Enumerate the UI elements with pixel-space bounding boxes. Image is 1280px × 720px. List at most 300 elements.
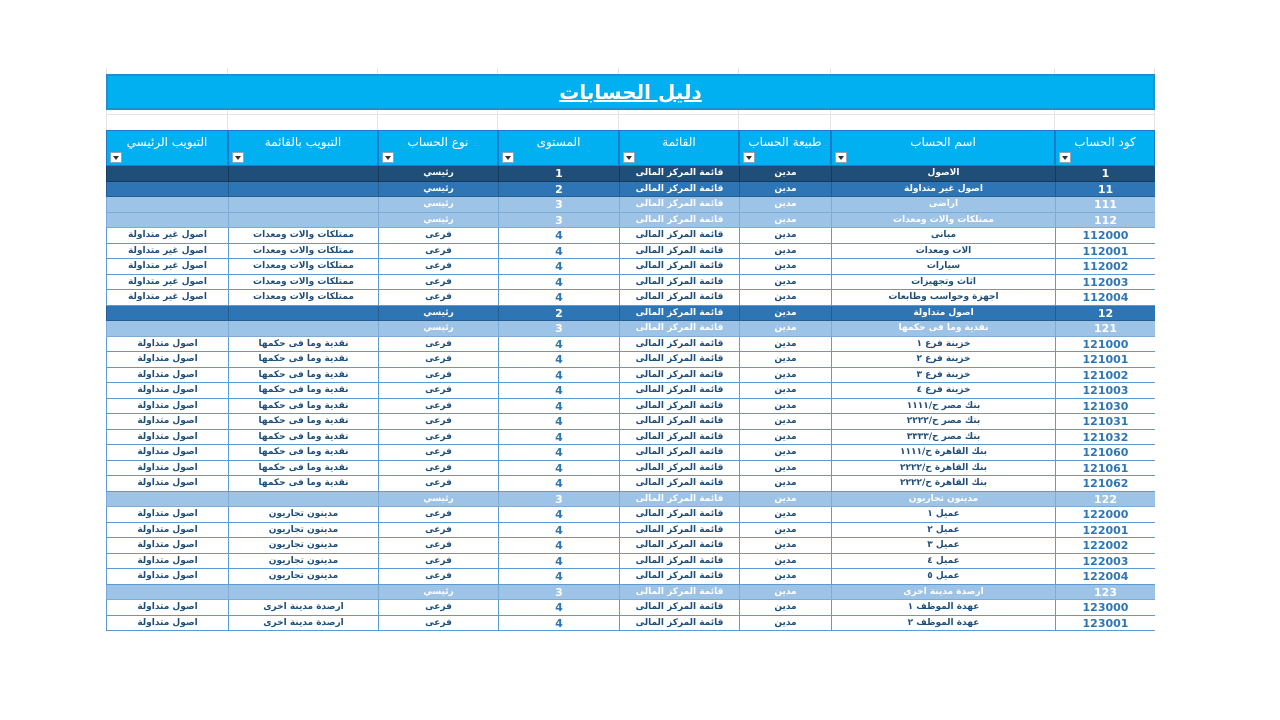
- cell-statement[interactable]: قائمة المركز المالى: [619, 383, 739, 399]
- cell-account-name[interactable]: اثاث وتجهيزات: [831, 275, 1055, 291]
- cell-level[interactable]: 4: [498, 244, 619, 260]
- cell-statement-classification[interactable]: [228, 182, 378, 198]
- cell-statement-classification[interactable]: [228, 213, 378, 229]
- table-row[interactable]: [106, 321, 1155, 337]
- table-row[interactable]: [106, 352, 1155, 368]
- cell-account-type[interactable]: فرعى: [378, 461, 498, 477]
- sheet-title: دليل الحسابات: [559, 80, 702, 104]
- cell-account-name[interactable]: بنك مصر ح/١١١١: [831, 399, 1055, 415]
- cell-statement[interactable]: قائمة المركز المالى: [619, 476, 739, 492]
- cell-account-type[interactable]: رئيسي: [378, 306, 498, 322]
- filter-dropdown-icon[interactable]: [1059, 152, 1071, 163]
- cell-main-classification[interactable]: [106, 166, 228, 182]
- cell-statement[interactable]: قائمة المركز المالى: [619, 430, 739, 446]
- cell-account-code[interactable]: 122003: [1055, 554, 1155, 570]
- table-row[interactable]: [106, 275, 1155, 291]
- cell-account-nature[interactable]: مدين: [739, 616, 831, 632]
- cell-account-nature[interactable]: مدين: [739, 476, 831, 492]
- cell-level[interactable]: 2: [498, 306, 619, 322]
- cell-statement[interactable]: قائمة المركز المالى: [619, 600, 739, 616]
- table-row[interactable]: [106, 523, 1155, 539]
- cell-main-classification[interactable]: اصول متداولة: [106, 352, 228, 368]
- table-row[interactable]: [106, 213, 1155, 229]
- cell-statement-classification[interactable]: مدينون تجاريون: [228, 569, 378, 585]
- cell-account-code[interactable]: 121030: [1055, 399, 1155, 415]
- cell-main-classification[interactable]: [106, 492, 228, 508]
- cell-account-nature[interactable]: مدين: [739, 523, 831, 539]
- cell-statement[interactable]: قائمة المركز المالى: [619, 461, 739, 477]
- cell-account-name[interactable]: بنك القاهرة ح/١١١١: [831, 445, 1055, 461]
- cell-account-type[interactable]: رئيسي: [378, 321, 498, 337]
- header-level[interactable]: [498, 130, 619, 166]
- cell-account-name[interactable]: الاصول: [831, 166, 1055, 182]
- cell-statement-classification[interactable]: نقدية وما فى حكمها: [228, 337, 378, 353]
- cell-statement-classification[interactable]: نقدية وما فى حكمها: [228, 399, 378, 415]
- cell-main-classification[interactable]: اصول غير متداولة: [106, 290, 228, 306]
- cell-level[interactable]: 4: [498, 430, 619, 446]
- cell-main-classification[interactable]: [106, 306, 228, 322]
- cell-level[interactable]: 1: [498, 166, 619, 182]
- cell-account-name[interactable]: ارصدة مدينة اخرى: [831, 585, 1055, 601]
- filter-dropdown-icon[interactable]: [835, 152, 847, 163]
- cell-statement[interactable]: قائمة المركز المالى: [619, 616, 739, 632]
- table-row[interactable]: [106, 383, 1155, 399]
- cell-account-code[interactable]: 112000: [1055, 228, 1155, 244]
- cell-account-code[interactable]: 112002: [1055, 259, 1155, 275]
- cell-statement-classification[interactable]: [228, 585, 378, 601]
- cell-account-nature[interactable]: مدين: [739, 461, 831, 477]
- cell-account-nature[interactable]: مدين: [739, 600, 831, 616]
- cell-account-nature[interactable]: مدين: [739, 368, 831, 384]
- cell-statement-classification[interactable]: مدينون تجاريون: [228, 554, 378, 570]
- filter-dropdown-icon[interactable]: [623, 152, 635, 163]
- cell-account-name[interactable]: بنك مصر ح/٣٣٣٣: [831, 430, 1055, 446]
- cell-main-classification[interactable]: [106, 585, 228, 601]
- cell-account-nature[interactable]: مدين: [739, 445, 831, 461]
- cell-level[interactable]: 4: [498, 383, 619, 399]
- cell-account-nature[interactable]: مدين: [739, 228, 831, 244]
- table-row[interactable]: [106, 166, 1155, 182]
- cell-statement-classification[interactable]: نقدية وما فى حكمها: [228, 352, 378, 368]
- cell-statement-classification[interactable]: نقدية وما فى حكمها: [228, 383, 378, 399]
- cell-account-code[interactable]: 122000: [1055, 507, 1155, 523]
- cell-statement-classification[interactable]: ممتلكات والات ومعدات: [228, 244, 378, 260]
- filter-dropdown-icon[interactable]: [502, 152, 514, 163]
- cell-statement[interactable]: قائمة المركز المالى: [619, 554, 739, 570]
- cell-level[interactable]: 3: [498, 492, 619, 508]
- table-row[interactable]: [106, 259, 1155, 275]
- cell-main-classification[interactable]: اصول غير متداولة: [106, 275, 228, 291]
- cell-account-name[interactable]: بنك القاهرة ح/٢٢٢٢: [831, 461, 1055, 477]
- cell-level[interactable]: 4: [498, 290, 619, 306]
- cell-main-classification[interactable]: [106, 197, 228, 213]
- cell-account-name[interactable]: ممتلكات والات ومعدات: [831, 213, 1055, 229]
- cell-main-classification[interactable]: اصول متداولة: [106, 445, 228, 461]
- cell-statement-classification[interactable]: [228, 166, 378, 182]
- table-row[interactable]: [106, 337, 1155, 353]
- cell-account-name[interactable]: اصول متداولة: [831, 306, 1055, 322]
- table-row[interactable]: [106, 492, 1155, 508]
- cell-account-type[interactable]: فرعى: [378, 445, 498, 461]
- header-statement[interactable]: [619, 130, 739, 166]
- cell-account-code[interactable]: 112003: [1055, 275, 1155, 291]
- cell-account-name[interactable]: سيارات: [831, 259, 1055, 275]
- header-account-code[interactable]: [1055, 130, 1155, 166]
- table-row[interactable]: [106, 507, 1155, 523]
- cell-main-classification[interactable]: اصول متداولة: [106, 461, 228, 477]
- cell-level[interactable]: 4: [498, 259, 619, 275]
- header-label: اسم الحساب: [910, 135, 976, 149]
- header-label: كود الحساب: [1074, 135, 1136, 149]
- cell-statement-classification[interactable]: [228, 321, 378, 337]
- cell-level[interactable]: 2: [498, 182, 619, 198]
- header-label: التبويب بالقائمة: [264, 135, 342, 149]
- cell-account-type[interactable]: فرعى: [378, 523, 498, 539]
- cell-account-type[interactable]: فرعى: [378, 352, 498, 368]
- cell-account-nature[interactable]: مدين: [739, 538, 831, 554]
- cell-statement[interactable]: قائمة المركز المالى: [619, 523, 739, 539]
- cell-account-nature[interactable]: مدين: [739, 569, 831, 585]
- header-label: طبيعة الحساب: [748, 135, 822, 149]
- cell-account-type[interactable]: فرعى: [378, 383, 498, 399]
- cell-account-nature[interactable]: مدين: [739, 321, 831, 337]
- header-account-type[interactable]: [378, 130, 498, 166]
- cell-statement-classification[interactable]: [228, 197, 378, 213]
- cell-level[interactable]: 4: [498, 399, 619, 415]
- cell-level[interactable]: 4: [498, 368, 619, 384]
- cell-account-nature[interactable]: مدين: [739, 197, 831, 213]
- cell-account-name[interactable]: خزينة فرع ١: [831, 337, 1055, 353]
- cell-account-code[interactable]: 112001: [1055, 244, 1155, 260]
- cell-statement-classification[interactable]: [228, 492, 378, 508]
- cell-account-type[interactable]: رئيسي: [378, 492, 498, 508]
- cell-account-type[interactable]: فرعى: [378, 569, 498, 585]
- cell-account-nature[interactable]: مدين: [739, 399, 831, 415]
- cell-main-classification[interactable]: [106, 321, 228, 337]
- accounts-table-body: [106, 166, 1155, 631]
- cell-main-classification[interactable]: اصول متداولة: [106, 430, 228, 446]
- cell-account-nature[interactable]: مدين: [739, 290, 831, 306]
- cell-statement-classification[interactable]: ممتلكات والات ومعدات: [228, 275, 378, 291]
- cell-account-type[interactable]: فرعى: [378, 616, 498, 632]
- cell-statement[interactable]: قائمة المركز المالى: [619, 414, 739, 430]
- cell-statement-classification[interactable]: ارصدة مدينة اخرى: [228, 600, 378, 616]
- cell-account-code[interactable]: 112: [1055, 213, 1155, 229]
- cell-main-classification[interactable]: اصول متداولة: [106, 600, 228, 616]
- table-row[interactable]: [106, 430, 1155, 446]
- cell-main-classification[interactable]: [106, 213, 228, 229]
- cell-account-nature[interactable]: مدين: [739, 414, 831, 430]
- cell-account-name[interactable]: عميل ١: [831, 507, 1055, 523]
- cell-account-nature[interactable]: مدين: [739, 337, 831, 353]
- cell-statement[interactable]: قائمة المركز المالى: [619, 228, 739, 244]
- cell-account-nature[interactable]: مدين: [739, 166, 831, 182]
- cell-account-nature[interactable]: مدين: [739, 259, 831, 275]
- header-label: نوع الحساب: [407, 135, 469, 149]
- cell-level[interactable]: 4: [498, 352, 619, 368]
- cell-main-classification[interactable]: اصول متداولة: [106, 569, 228, 585]
- cell-account-nature[interactable]: مدين: [739, 507, 831, 523]
- cell-account-type[interactable]: فرعى: [378, 368, 498, 384]
- cell-account-type[interactable]: فرعى: [378, 290, 498, 306]
- cell-level[interactable]: 4: [498, 616, 619, 632]
- cell-account-nature[interactable]: مدين: [739, 430, 831, 446]
- cell-statement[interactable]: قائمة المركز المالى: [619, 538, 739, 554]
- table-row[interactable]: [106, 600, 1155, 616]
- cell-statement-classification[interactable]: مدينون تجاريون: [228, 538, 378, 554]
- cell-main-classification[interactable]: اصول متداولة: [106, 399, 228, 415]
- cell-account-type[interactable]: رئيسي: [378, 182, 498, 198]
- table-row[interactable]: [106, 569, 1155, 585]
- cell-statement[interactable]: قائمة المركز المالى: [619, 585, 739, 601]
- cell-account-type[interactable]: فرعى: [378, 259, 498, 275]
- cell-main-classification[interactable]: اصول متداولة: [106, 538, 228, 554]
- cell-main-classification[interactable]: اصول متداولة: [106, 476, 228, 492]
- cell-level[interactable]: 4: [498, 538, 619, 554]
- cell-account-type[interactable]: فرعى: [378, 228, 498, 244]
- cell-statement-classification[interactable]: نقدية وما فى حكمها: [228, 368, 378, 384]
- cell-account-code[interactable]: 122001: [1055, 523, 1155, 539]
- cell-statement-classification[interactable]: ارصدة مدينة اخرى: [228, 616, 378, 632]
- cell-statement[interactable]: قائمة المركز المالى: [619, 275, 739, 291]
- cell-level[interactable]: 4: [498, 600, 619, 616]
- cell-account-code[interactable]: 112004: [1055, 290, 1155, 306]
- filter-dropdown-icon[interactable]: [232, 152, 244, 163]
- cell-statement-classification[interactable]: نقدية وما فى حكمها: [228, 461, 378, 477]
- cell-account-code[interactable]: 122002: [1055, 538, 1155, 554]
- cell-statement[interactable]: قائمة المركز المالى: [619, 445, 739, 461]
- cell-account-name[interactable]: عميل ٥: [831, 569, 1055, 585]
- cell-account-name[interactable]: خزينة فرع ٣: [831, 368, 1055, 384]
- cell-account-name[interactable]: خزينة فرع ٤: [831, 383, 1055, 399]
- cell-level[interactable]: 3: [498, 585, 619, 601]
- cell-account-nature[interactable]: مدين: [739, 383, 831, 399]
- cell-account-code[interactable]: 111: [1055, 197, 1155, 213]
- spreadsheet-area[interactable]: [106, 68, 1155, 630]
- cell-level[interactable]: 4: [498, 554, 619, 570]
- cell-account-code[interactable]: 121000: [1055, 337, 1155, 353]
- table-row[interactable]: [106, 616, 1155, 632]
- cell-account-type[interactable]: فرعى: [378, 507, 498, 523]
- grid-line: [106, 114, 1155, 115]
- cell-account-name[interactable]: عهدة الموظف ١: [831, 600, 1055, 616]
- cell-account-name[interactable]: مبانى: [831, 228, 1055, 244]
- cell-account-nature[interactable]: مدين: [739, 352, 831, 368]
- filter-dropdown-icon[interactable]: [382, 152, 394, 163]
- cell-account-name[interactable]: عهدة الموظف ٢: [831, 616, 1055, 632]
- cell-account-code[interactable]: 121060: [1055, 445, 1155, 461]
- cell-account-name[interactable]: بنك مصر ح/٢٢٢٢: [831, 414, 1055, 430]
- table-row[interactable]: [106, 306, 1155, 322]
- cell-level[interactable]: 4: [498, 569, 619, 585]
- header-label: المستوى: [536, 135, 581, 149]
- header-statement-classification[interactable]: [228, 130, 378, 166]
- cell-main-classification[interactable]: اصول متداولة: [106, 523, 228, 539]
- cell-account-nature[interactable]: مدين: [739, 244, 831, 260]
- cell-account-name[interactable]: بنك القاهرة ح/٢٢٢٢: [831, 476, 1055, 492]
- cell-account-name[interactable]: اجهزة وحواسب وطابعات: [831, 290, 1055, 306]
- table-row[interactable]: [106, 554, 1155, 570]
- cell-level[interactable]: 3: [498, 197, 619, 213]
- cell-level[interactable]: 4: [498, 461, 619, 477]
- cell-level[interactable]: 4: [498, 337, 619, 353]
- table-row[interactable]: [106, 414, 1155, 430]
- table-row[interactable]: [106, 538, 1155, 554]
- cell-main-classification[interactable]: اصول غير متداولة: [106, 244, 228, 260]
- cell-statement[interactable]: قائمة المركز المالى: [619, 244, 739, 260]
- cell-account-name[interactable]: اراضى: [831, 197, 1055, 213]
- cell-statement-classification[interactable]: ممتلكات والات ومعدات: [228, 290, 378, 306]
- cell-account-code[interactable]: 123000: [1055, 600, 1155, 616]
- cell-main-classification[interactable]: [106, 182, 228, 198]
- table-row[interactable]: [106, 197, 1155, 213]
- table-row[interactable]: [106, 228, 1155, 244]
- cell-account-code[interactable]: 121003: [1055, 383, 1155, 399]
- cell-account-name[interactable]: اصول غير متداولة: [831, 182, 1055, 198]
- header-label: القائمة: [662, 135, 696, 149]
- filter-dropdown-icon[interactable]: [110, 152, 122, 163]
- cell-account-type[interactable]: فرعى: [378, 554, 498, 570]
- cell-account-code[interactable]: 121061: [1055, 461, 1155, 477]
- cell-account-name[interactable]: نقدية وما فى حكمها: [831, 321, 1055, 337]
- cell-statement[interactable]: قائمة المركز المالى: [619, 213, 739, 229]
- cell-account-name[interactable]: عميل ٤: [831, 554, 1055, 570]
- cell-main-classification[interactable]: اصول متداولة: [106, 337, 228, 353]
- cell-main-classification[interactable]: اصول متداولة: [106, 616, 228, 632]
- header-label: التبويب الرئيسي: [126, 135, 208, 149]
- cell-account-name[interactable]: خزينة فرع ٢: [831, 352, 1055, 368]
- table-row[interactable]: [106, 585, 1155, 601]
- cell-account-type[interactable]: رئيسي: [378, 166, 498, 182]
- cell-account-nature[interactable]: مدين: [739, 306, 831, 322]
- cell-account-type[interactable]: فرعى: [378, 275, 498, 291]
- cell-account-nature[interactable]: مدين: [739, 182, 831, 198]
- cell-account-code[interactable]: 121032: [1055, 430, 1155, 446]
- cell-account-name[interactable]: الات ومعدات: [831, 244, 1055, 260]
- cell-account-name[interactable]: مدينون تجاريون: [831, 492, 1055, 508]
- cell-account-code[interactable]: 122004: [1055, 569, 1155, 585]
- table-row[interactable]: [106, 368, 1155, 384]
- cell-main-classification[interactable]: اصول متداولة: [106, 368, 228, 384]
- table-row[interactable]: [106, 290, 1155, 306]
- cell-account-name[interactable]: عميل ٢: [831, 523, 1055, 539]
- cell-account-code[interactable]: 123: [1055, 585, 1155, 601]
- cell-statement[interactable]: قائمة المركز المالى: [619, 166, 739, 182]
- cell-account-nature[interactable]: مدين: [739, 213, 831, 229]
- header-account-nature[interactable]: [739, 130, 831, 166]
- cell-main-classification[interactable]: اصول غير متداولة: [106, 228, 228, 244]
- cell-statement[interactable]: قائمة المركز المالى: [619, 337, 739, 353]
- cell-statement-classification[interactable]: نقدية وما فى حكمها: [228, 430, 378, 446]
- cell-statement[interactable]: قائمة المركز المالى: [619, 306, 739, 322]
- cell-statement[interactable]: قائمة المركز المالى: [619, 182, 739, 198]
- cell-account-type[interactable]: رئيسي: [378, 213, 498, 229]
- cell-account-type[interactable]: رئيسي: [378, 585, 498, 601]
- cell-level[interactable]: 3: [498, 213, 619, 229]
- table-row[interactable]: [106, 182, 1155, 198]
- table-row[interactable]: [106, 445, 1155, 461]
- cell-account-code[interactable]: 1: [1055, 166, 1155, 182]
- cell-main-classification[interactable]: اصول متداولة: [106, 383, 228, 399]
- cell-statement-classification[interactable]: نقدية وما فى حكمها: [228, 445, 378, 461]
- cell-account-code[interactable]: 121002: [1055, 368, 1155, 384]
- cell-level[interactable]: 4: [498, 414, 619, 430]
- cell-statement-classification[interactable]: مدينون تجاريون: [228, 523, 378, 539]
- cell-statement-classification[interactable]: مدينون تجاريون: [228, 507, 378, 523]
- cell-main-classification[interactable]: اصول غير متداولة: [106, 259, 228, 275]
- cell-statement-classification[interactable]: نقدية وما فى حكمها: [228, 414, 378, 430]
- cell-account-code[interactable]: 11: [1055, 182, 1155, 198]
- cell-account-nature[interactable]: مدين: [739, 585, 831, 601]
- header-account-name[interactable]: [831, 130, 1055, 166]
- table-row[interactable]: [106, 399, 1155, 415]
- table-row[interactable]: [106, 461, 1155, 477]
- cell-statement[interactable]: قائمة المركز المالى: [619, 321, 739, 337]
- cell-main-classification[interactable]: اصول متداولة: [106, 554, 228, 570]
- cell-account-name[interactable]: عميل ٣: [831, 538, 1055, 554]
- cell-statement-classification[interactable]: نقدية وما فى حكمها: [228, 476, 378, 492]
- cell-statement-classification[interactable]: ممتلكات والات ومعدات: [228, 259, 378, 275]
- cell-account-code[interactable]: 121062: [1055, 476, 1155, 492]
- cell-account-code[interactable]: 121031: [1055, 414, 1155, 430]
- cell-account-type[interactable]: فرعى: [378, 600, 498, 616]
- cell-account-nature[interactable]: مدين: [739, 275, 831, 291]
- cell-statement-classification[interactable]: ممتلكات والات ومعدات: [228, 228, 378, 244]
- cell-level[interactable]: 3: [498, 321, 619, 337]
- cell-account-type[interactable]: فرعى: [378, 244, 498, 260]
- filter-dropdown-icon[interactable]: [743, 152, 755, 163]
- cell-statement[interactable]: قائمة المركز المالى: [619, 507, 739, 523]
- cell-statement[interactable]: قائمة المركز المالى: [619, 492, 739, 508]
- cell-level[interactable]: 4: [498, 445, 619, 461]
- cell-statement[interactable]: قائمة المركز المالى: [619, 368, 739, 384]
- cell-statement[interactable]: قائمة المركز المالى: [619, 290, 739, 306]
- cell-account-nature[interactable]: مدين: [739, 554, 831, 570]
- cell-account-code[interactable]: 122: [1055, 492, 1155, 508]
- cell-level[interactable]: 4: [498, 275, 619, 291]
- cell-statement[interactable]: قائمة المركز المالى: [619, 569, 739, 585]
- cell-account-code[interactable]: 12: [1055, 306, 1155, 322]
- cell-account-type[interactable]: فرعى: [378, 399, 498, 415]
- cell-main-classification[interactable]: اصول متداولة: [106, 414, 228, 430]
- table-header-row: [106, 130, 1155, 166]
- cell-account-type[interactable]: فرعى: [378, 538, 498, 554]
- cell-main-classification[interactable]: اصول متداولة: [106, 507, 228, 523]
- cell-level[interactable]: 4: [498, 228, 619, 244]
- cell-level[interactable]: 4: [498, 523, 619, 539]
- cell-account-code[interactable]: 123001: [1055, 616, 1155, 632]
- table-row[interactable]: [106, 244, 1155, 260]
- cell-statement-classification[interactable]: [228, 306, 378, 322]
- sheet-title-cell[interactable]: [106, 74, 1155, 110]
- cell-account-type[interactable]: رئيسي: [378, 197, 498, 213]
- table-row[interactable]: [106, 476, 1155, 492]
- header-main-classification[interactable]: [106, 130, 228, 166]
- cell-statement[interactable]: قائمة المركز المالى: [619, 197, 739, 213]
- cell-level[interactable]: 4: [498, 476, 619, 492]
- cell-level[interactable]: 4: [498, 507, 619, 523]
- cell-account-type[interactable]: فرعى: [378, 414, 498, 430]
- cell-statement[interactable]: قائمة المركز المالى: [619, 399, 739, 415]
- cell-account-code[interactable]: 121001: [1055, 352, 1155, 368]
- cell-statement[interactable]: قائمة المركز المالى: [619, 259, 739, 275]
- cell-account-type[interactable]: فرعى: [378, 476, 498, 492]
- cell-statement[interactable]: قائمة المركز المالى: [619, 352, 739, 368]
- cell-account-type[interactable]: فرعى: [378, 337, 498, 353]
- cell-account-nature[interactable]: مدين: [739, 492, 831, 508]
- cell-account-type[interactable]: فرعى: [378, 430, 498, 446]
- cell-account-code[interactable]: 121: [1055, 321, 1155, 337]
